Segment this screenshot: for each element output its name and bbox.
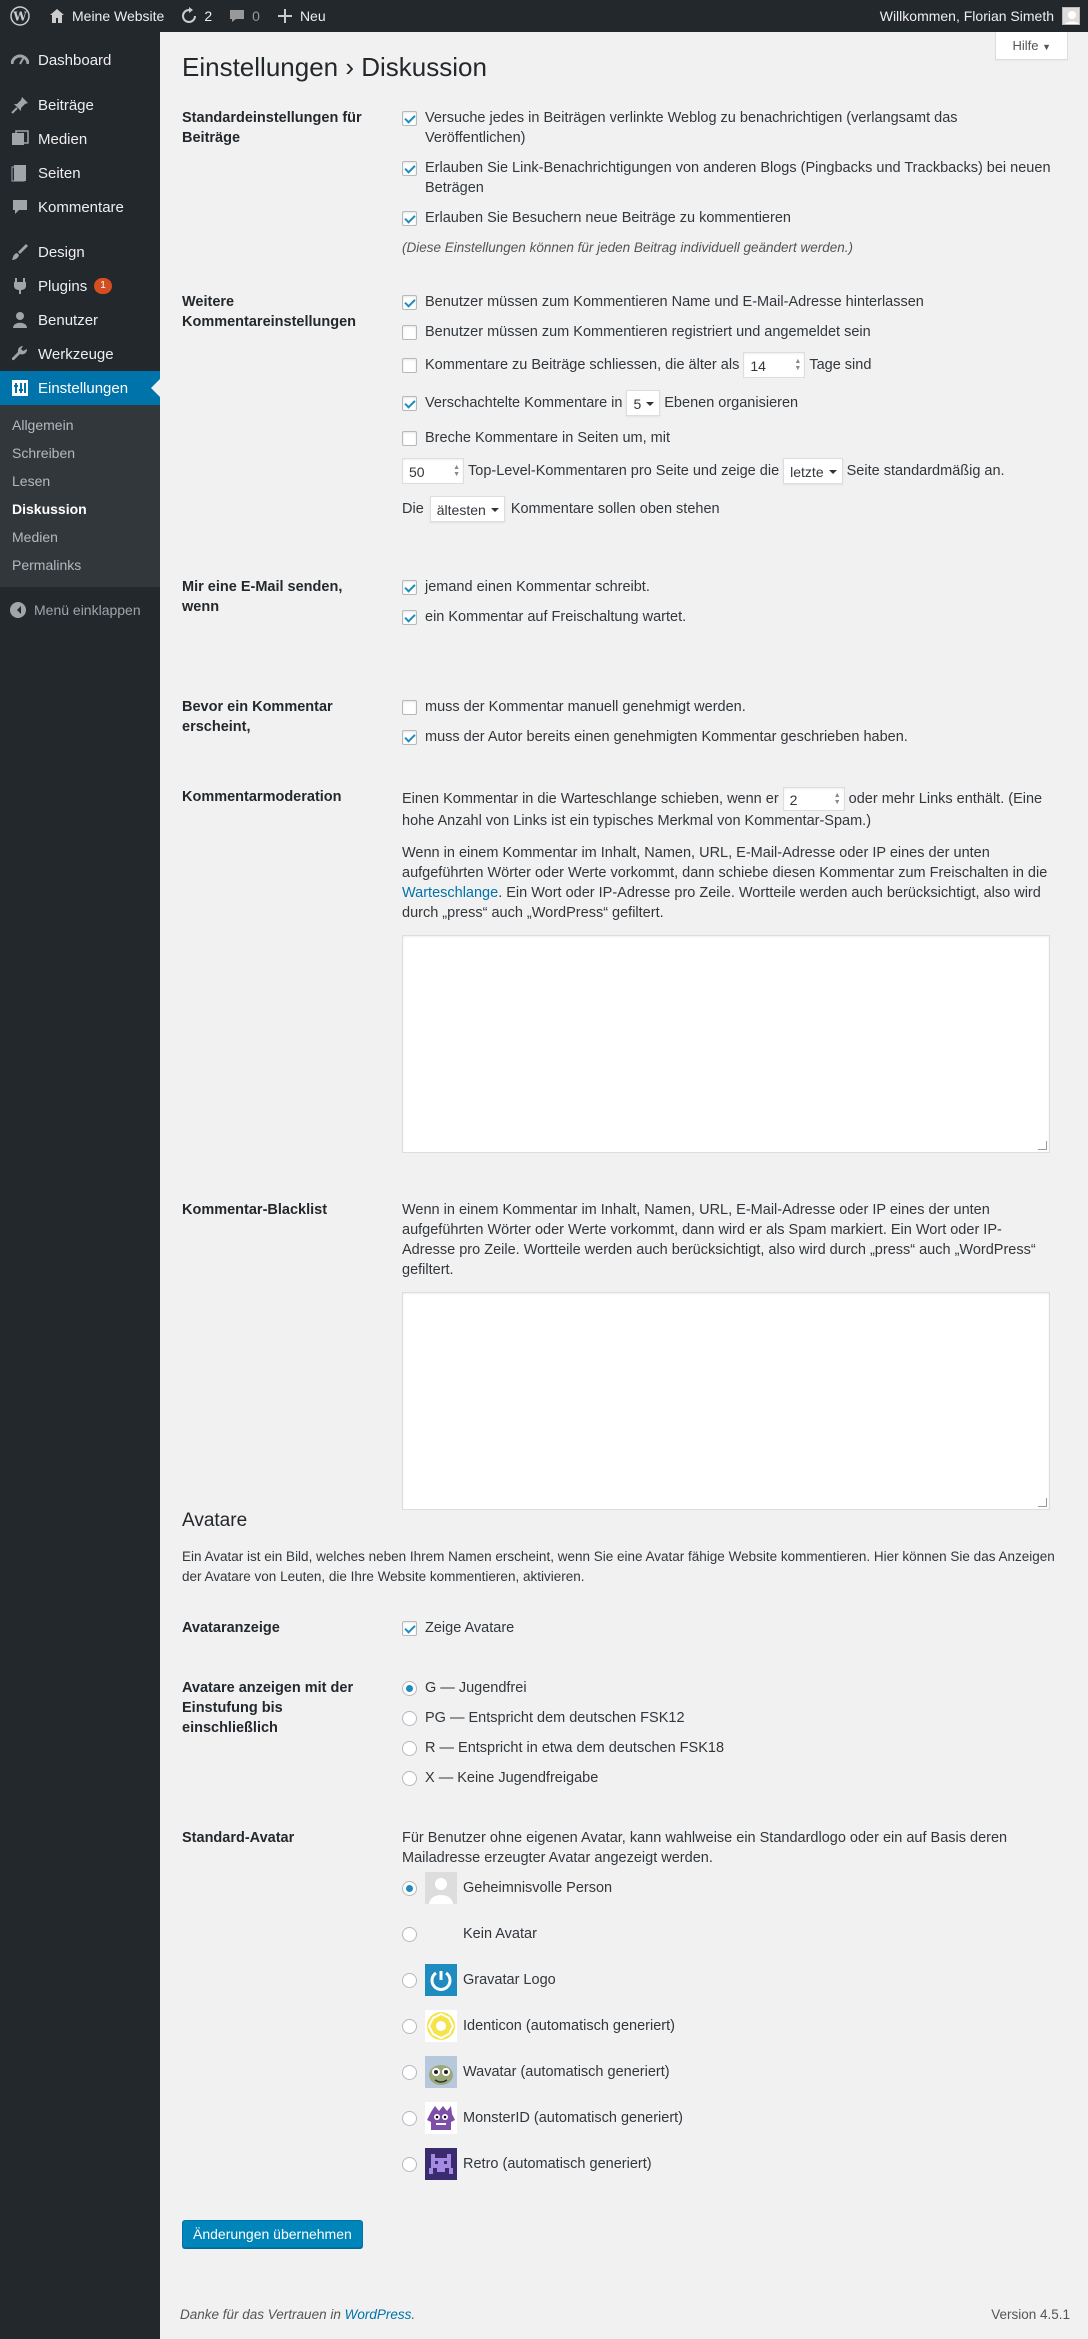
- checkbox[interactable]: [402, 700, 417, 715]
- close-comments-option[interactable]: [402, 352, 1052, 378]
- option-label-suffix: Seite standardmäßig an.: [846, 463, 1005, 479]
- media-icon: [10, 129, 30, 149]
- mystery-person-icon: [425, 1872, 457, 1904]
- menu-label: Einstellungen: [38, 379, 129, 397]
- monsterid-icon: [425, 2102, 457, 2134]
- brush-icon: [10, 242, 30, 262]
- radio[interactable]: [402, 1681, 417, 1696]
- option-label: Gravatar Logo: [463, 1972, 556, 1988]
- option-label: Erlauben Sie Besuchern neue Beiträge zu kommentieren: [425, 210, 791, 226]
- queue-link[interactable]: Warteschlange: [402, 885, 499, 901]
- welcome-text: Willkommen, Florian Simeth: [879, 8, 1054, 24]
- comment-order-select[interactable]: ältesten: [430, 496, 505, 522]
- blacklist-description: Wenn in einem Kommentar im Inhalt, Namen, URL, E-Mail-Adresse oder IP eines der unten aufgeführten Wörter oder Werte vorkommt, dann wird er als Spam markiert. Ein Wort oder IP-Adresse pro Zeile. Wortteile werden auch berücksichtigt, also wird durch „press“ auch „WordPress“ gefiltert.: [402, 1202, 1036, 1278]
- identicon-icon: [425, 2010, 457, 2042]
- collapse-arrow-icon: [10, 602, 26, 618]
- input-value: 50: [409, 464, 425, 480]
- moderation-links-input[interactable]: [783, 787, 845, 811]
- option-label: Verschachtelte Kommentare in: [425, 395, 623, 411]
- submenu-discussion[interactable]: Diskussion: [12, 501, 87, 517]
- comment-icon: [10, 197, 30, 217]
- moderation-links-row: [402, 787, 1052, 831]
- footer-thanks-text: Danke für das Vertrauen in: [180, 2307, 341, 2322]
- row-label: Avataranzeige: [182, 1620, 280, 1636]
- comments-per-page-row: [402, 458, 1052, 484]
- rating-option-g[interactable]: [402, 1678, 1052, 1698]
- page-icon: [10, 163, 30, 183]
- wavatar-icon: [425, 2056, 457, 2088]
- admin-bar: [0, 0, 1088, 32]
- menu-users[interactable]: [0, 303, 160, 337]
- help-tab-button[interactable]: [995, 32, 1068, 60]
- description-text: Wenn in einem Kommentar im Inhalt, Namen, URL, E-Mail-Adresse oder IP eines der unten aufgeführten Wörter oder Werte vorkommt, dann schiebe diesen Kommentar zum Freischalten in die: [402, 845, 1048, 881]
- radio[interactable]: [402, 1881, 417, 1896]
- user-avatar: [1062, 7, 1080, 25]
- site-name-link[interactable]: [40, 0, 172, 32]
- radio[interactable]: [402, 2157, 417, 2172]
- radio[interactable]: [402, 1973, 417, 1988]
- page-title: Einstellungen › Diskussion: [182, 52, 487, 82]
- avatar-option-mystery[interactable]: [402, 1872, 1052, 1904]
- row-label: Mir eine E-Mail senden, wenn: [182, 579, 343, 615]
- row-label: Kommentar-Blacklist: [182, 1202, 328, 1218]
- updates-count: 2: [204, 8, 213, 24]
- radio[interactable]: [402, 1927, 417, 1942]
- checkbox[interactable]: [402, 610, 417, 625]
- footer-thanks-suffix: .: [411, 2307, 416, 2322]
- close-days-input[interactable]: [743, 352, 805, 378]
- default-page-select[interactable]: letzte: [783, 458, 842, 484]
- wordpress-logo-button[interactable]: [0, 0, 40, 32]
- avatars-heading: Avatare: [182, 1510, 248, 1531]
- checkbox[interactable]: [402, 580, 417, 595]
- avatar-option-blank[interactable]: [402, 1918, 1052, 1950]
- option-label: muss der Kommentar manuell genehmigt werden.: [425, 699, 746, 715]
- option-label-suffix: Kommentare sollen oben stehen: [510, 501, 720, 517]
- thread-depth-select[interactable]: 5: [626, 390, 660, 416]
- plus-icon: [276, 7, 294, 25]
- pings-open-option[interactable]: [402, 158, 1052, 198]
- wordpress-icon: [10, 6, 30, 26]
- refresh-icon: [180, 7, 198, 25]
- pin-icon: [10, 95, 30, 115]
- svg-text:W: W: [13, 9, 27, 24]
- links-label: Einen Kommentar in die Warteschlange schieben, wenn er: [402, 790, 779, 807]
- radio[interactable]: [402, 2111, 417, 2126]
- footer-version: Version 4.5.1: [991, 2307, 1070, 2322]
- menu-posts[interactable]: [0, 88, 160, 122]
- moderation-notify-option[interactable]: [402, 607, 1052, 627]
- radio[interactable]: [402, 2019, 417, 2034]
- require-name-email-option[interactable]: [402, 292, 1052, 312]
- radio[interactable]: [402, 1741, 417, 1756]
- checkbox[interactable]: [402, 396, 417, 411]
- new-content-link[interactable]: [268, 0, 334, 32]
- option-label: MonsterID (automatisch generiert): [463, 2110, 683, 2126]
- option-label: Top-Level-Kommentaren pro Seite und zeige die: [468, 463, 780, 479]
- comments-open-option[interactable]: [402, 208, 1052, 228]
- rating-option-pg[interactable]: [402, 1708, 1052, 1728]
- checkbox[interactable]: [402, 431, 417, 446]
- option-label: Geheimnisvolle Person: [463, 1880, 613, 1896]
- option-label: Retro (automatisch generiert): [463, 2156, 652, 2172]
- avatar-option-monsterid[interactable]: [402, 2102, 1052, 2134]
- moderation-description: [402, 843, 1052, 923]
- save-changes-button[interactable]: Änderungen übernehmen: [182, 2220, 363, 2248]
- option-label: X — Keine Jugendfreigabe: [425, 1770, 599, 1786]
- comment-whitelist-option[interactable]: [402, 727, 1052, 747]
- avatar-option-identicon[interactable]: [402, 2010, 1052, 2042]
- option-label: Benutzer müssen zum Kommentieren registriert und angemeldet sein: [425, 324, 871, 340]
- settings-note: (Diese Einstellungen können für jeden Beitrag individuell geändert werden.): [402, 240, 854, 255]
- spinner-icon[interactable]: ▲ ▼: [794, 358, 802, 372]
- avatar-option-gravatar-logo[interactable]: [402, 1964, 1052, 1996]
- moderation-keys-textarea[interactable]: [402, 935, 1050, 1153]
- gravatar-logo-icon: [425, 1964, 457, 1996]
- default-avatar-description: Für Benutzer ohne eigenen Avatar, kann wahlweise ein Standardlogo oder ein auf Basis deren Mailadresse erzeugter Avatar angezeigt werden.: [402, 1830, 1008, 1866]
- new-label: Neu: [299, 8, 326, 24]
- submenu-media[interactable]: Medien: [12, 529, 58, 545]
- menu-label: Medien: [38, 130, 88, 148]
- paginate-comments-option[interactable]: [402, 428, 1052, 448]
- option-label: Breche Kommentare in Seiten um, mit: [425, 430, 670, 446]
- avatar-option-wavatar[interactable]: [402, 2056, 1052, 2088]
- my-account[interactable]: [880, 7, 1088, 25]
- plugin-icon: [10, 276, 30, 296]
- menu-label: Seiten: [38, 164, 81, 182]
- plugin-update-badge: 1: [94, 278, 112, 294]
- checkbox[interactable]: [402, 161, 417, 176]
- row-label: Bevor ein Kommentar erscheint,: [182, 699, 333, 735]
- option-label: Versuche jedes in Beiträgen verlinkte Weblog zu benachrichtigen (verlangsamt das Veröffentlichen): [425, 110, 958, 146]
- help-label: Hilfe: [1012, 38, 1039, 53]
- footer: [180, 2307, 1070, 2322]
- comments-notify-option[interactable]: [402, 577, 1052, 597]
- option-label: Kommentare zu Beiträge schliessen, die älter als: [425, 357, 740, 373]
- comments-per-page-input[interactable]: [402, 458, 464, 484]
- checkbox[interactable]: [402, 1621, 417, 1636]
- checkbox[interactable]: [402, 358, 417, 373]
- comments-link[interactable]: [220, 0, 268, 32]
- option-label: Identicon (automatisch generiert): [463, 2018, 675, 2034]
- menu-media[interactable]: [0, 122, 160, 156]
- admin-menu: [0, 32, 160, 2339]
- option-label: Wavatar (automatisch generiert): [463, 2064, 670, 2080]
- checkbox[interactable]: [402, 730, 417, 745]
- spinner-icon[interactable]: ▲ ▼: [833, 792, 841, 806]
- option-label: Benutzer müssen zum Kommentieren Name und E-Mail-Adresse hinterlassen: [425, 294, 924, 310]
- option-label: jemand einen Kommentar schreibt.: [425, 579, 650, 595]
- chevron-down-icon: ▼: [1042, 42, 1051, 52]
- menu-label: Werkzeuge: [38, 345, 114, 363]
- submenu-permalinks[interactable]: Permalinks: [12, 557, 82, 573]
- option-label: R — Entspricht in etwa dem deutschen FSK18: [425, 1740, 725, 1756]
- option-label: G — Jugendfrei: [425, 1680, 527, 1696]
- settings-icon: [10, 378, 30, 398]
- submenu-writing[interactable]: Schreiben: [12, 445, 76, 461]
- menu-appearance[interactable]: [0, 235, 160, 269]
- checkbox[interactable]: [402, 325, 417, 340]
- blank-avatar-icon: [425, 1918, 457, 1950]
- submenu-reading[interactable]: Lesen: [12, 473, 51, 489]
- radio[interactable]: [402, 1771, 417, 1786]
- option-label: Kein Avatar: [463, 1926, 537, 1942]
- option-label: Zeige Avatare: [425, 1620, 515, 1636]
- collapse-label: Menü einklappen: [34, 602, 141, 618]
- retro-icon: [425, 2148, 457, 2180]
- registration-required-option[interactable]: [402, 322, 1052, 342]
- wrench-icon: [10, 344, 30, 364]
- person-icon: [1063, 8, 1080, 25]
- checkbox[interactable]: [402, 111, 417, 126]
- input-value: 14: [750, 358, 766, 374]
- collapse-menu-button[interactable]: [0, 593, 160, 627]
- option-label: muss der Autor bereits einen genehmigten Kommentar geschrieben haben.: [425, 729, 908, 745]
- avatars-intro: Ein Avatar ist ein Bild, welches neben Ihrem Namen erscheint, wenn Sie eine Avatar fähige Website kommentieren. Hier können Sie das Anzeigen der Avatare von Leuten, die Ihre Website kommentieren, aktivieren.: [182, 1549, 1055, 1584]
- menu-label: Dashboard: [38, 51, 112, 69]
- comment-order-row: [402, 496, 1052, 522]
- menu-tools[interactable]: [0, 337, 160, 371]
- footer-thanks: [180, 2307, 415, 2322]
- updates-link[interactable]: [172, 0, 220, 32]
- menu-label: Design: [38, 243, 85, 261]
- dashboard-icon: [10, 50, 30, 70]
- pingback-flag-option[interactable]: [402, 108, 1052, 148]
- option-label: Die: [402, 501, 424, 517]
- rating-option-x[interactable]: [402, 1768, 1052, 1788]
- row-label: Avatare anzeigen mit der Einstufung bis einschließlich: [182, 1680, 354, 1736]
- menu-comments[interactable]: [0, 190, 160, 224]
- home-icon: [48, 7, 66, 25]
- menu-settings[interactable]: [0, 371, 160, 405]
- menu-dashboard[interactable]: [0, 43, 160, 77]
- menu-label: Beiträge: [38, 96, 94, 114]
- comment-bubble-icon: [228, 7, 246, 25]
- option-label-suffix: Ebenen organisieren: [664, 395, 799, 411]
- row-label: Standard-Avatar: [182, 1830, 295, 1846]
- rating-option-r[interactable]: [402, 1738, 1052, 1758]
- settings-submenu: [0, 405, 160, 587]
- spinner-icon[interactable]: ▲ ▼: [453, 464, 460, 478]
- option-label-suffix: Tage sind: [809, 357, 872, 373]
- comments-count: 0: [252, 8, 260, 24]
- option-label: ein Kommentar auf Freischaltung wartet.: [425, 609, 687, 625]
- radio[interactable]: [402, 1711, 417, 1726]
- blacklist-keys-textarea[interactable]: [402, 1292, 1050, 1510]
- show-avatars-option[interactable]: [402, 1618, 1052, 1638]
- comment-moderation-option[interactable]: [402, 697, 1052, 717]
- description-text-suffix: . Ein Wort oder IP-Adresse pro Zeile. Wortteile werden auch berücksichtigt, also wird durch „press“ auch „WordPress“ gefiltert.: [402, 885, 1041, 921]
- option-label: PG — Entspricht dem deutschen FSK12: [425, 1710, 685, 1726]
- site-name: Meine Website: [72, 8, 165, 24]
- row-label: Kommentarmoderation: [182, 789, 342, 805]
- option-label: Erlauben Sie Link-Benachrichtigungen von anderen Blogs (Pingbacks und Trackbacks) bei neuen Beträgen: [425, 160, 1051, 196]
- row-label: Weitere Kommentareinstellungen: [182, 294, 357, 330]
- menu-label: Plugins: [38, 277, 88, 295]
- thread-comments-option[interactable]: [402, 390, 1052, 416]
- user-icon: [10, 310, 30, 330]
- links-label-suffix: oder mehr Links enthält. (Eine hohe Anzahl von Links ist ein typisches Merkmal von Kommentar-Spam.): [402, 790, 1043, 829]
- submenu-general[interactable]: Allgemein: [12, 417, 74, 433]
- radio[interactable]: [402, 2065, 417, 2080]
- menu-pages[interactable]: [0, 156, 160, 190]
- menu-plugins[interactable]: [0, 269, 160, 303]
- row-label: Standardeinstellungen für Beiträge: [182, 110, 362, 146]
- wordpress-link[interactable]: WordPress: [344, 2307, 412, 2322]
- menu-label: Kommentare: [38, 198, 124, 216]
- checkbox[interactable]: [402, 211, 417, 226]
- input-value: 2: [789, 792, 798, 808]
- checkbox[interactable]: [402, 295, 417, 310]
- avatar-option-retro[interactable]: [402, 2148, 1052, 2180]
- menu-label: Benutzer: [38, 311, 99, 329]
